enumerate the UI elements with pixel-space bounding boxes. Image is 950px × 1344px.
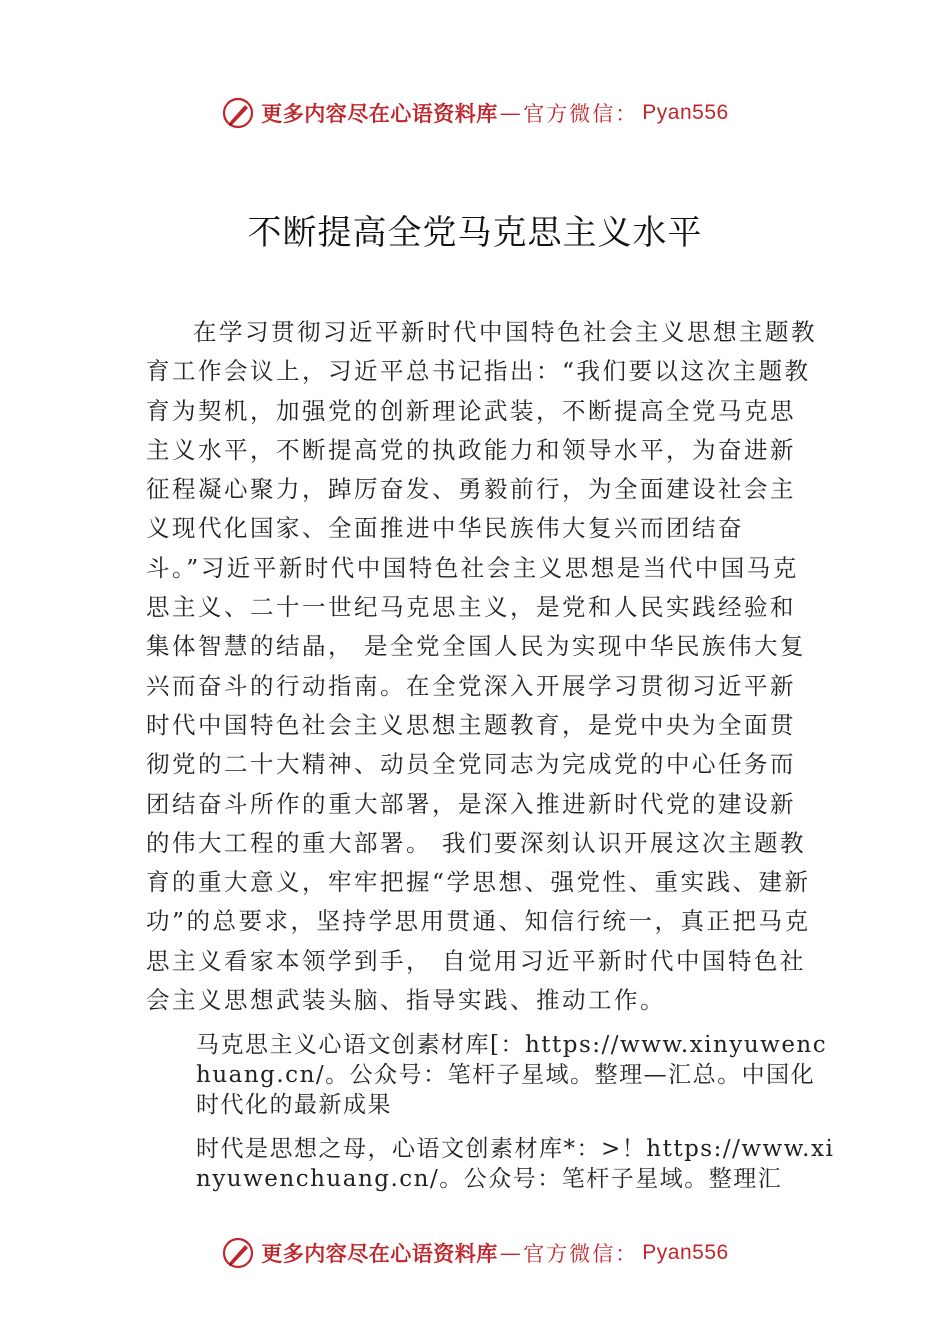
banner-wechat-label: 官方微信： bbox=[523, 1242, 639, 1266]
pen-logo-icon bbox=[221, 1236, 255, 1270]
pen-logo-icon bbox=[221, 96, 255, 130]
main-paragraph: 在学习贯彻习近平新时代中国特色社会主义思想主题教育工作会议上，习近平总书记指出：“我们要以这次主题教育为契机，加强党的创新理论武装，不断提高全党马克思主义水平，不断提高党的执政能力和领导水平，为奋进新征程凝心聚力，踔厉奋发、勇毅前行，为全面建设社会主义现代化国家、全面推进中华民族伟大复兴而团结奋斗。”习近平新时代中国特色社会主义思想是当代中国马克思主义、二十一世纪马克思主义，是党和人民实践经验和集体智慧的结晶， 是全党全国人民为实现中华民族伟大复兴而奋斗的行动指南。在全党深入开展学习贯彻习近平新时代中国特色社会主义思想主题教育，是党中央为全面贯彻党的二十大精神、动员全党同志为完成党的中心任务而团结奋斗所作的重大部署，是深入推进新时代党的建设新的伟大工程的重大部署。 我们要深刻认识开展这次主题教育的重大意义，牢牢把握“学思想、强党性、重实践、建新功”的总要求，坚持学思用贯通、知信行统一，真正把马克思主义看家本领学到手， 自觉用习近平新时代中国特色社会主义思想武装头脑、指导实践、推动工作。 bbox=[146, 318, 817, 1015]
banner-separator: — bbox=[499, 101, 522, 125]
banner-account: Pyan556 bbox=[642, 101, 729, 124]
source-note-1: 马克思主义心语文创素材库[：https://www.xinyuwenchuang.cn/。公众号：笔杆子星域。整理—汇总。中国化时代化的最新成果 bbox=[196, 1032, 828, 1118]
banner-brand: 更多内容尽在心语资料库 bbox=[261, 101, 498, 126]
banner-brand: 更多内容尽在心语资料库 bbox=[261, 1241, 498, 1266]
source-note-2: 时代是思想之母，心语文创素材库*：>！https://www.xinyuwenchuang.cn/。公众号：笔杆子星域。整理汇 bbox=[196, 1136, 835, 1192]
footer-banner bbox=[0, 1236, 950, 1270]
page-title: 不断提高全党马克思主义水平 bbox=[247, 213, 703, 253]
header-banner bbox=[0, 96, 950, 130]
banner-wechat-label: 官方微信： bbox=[523, 102, 639, 126]
banner-account: Pyan556 bbox=[642, 1241, 729, 1264]
banner-separator: — bbox=[499, 1241, 522, 1265]
